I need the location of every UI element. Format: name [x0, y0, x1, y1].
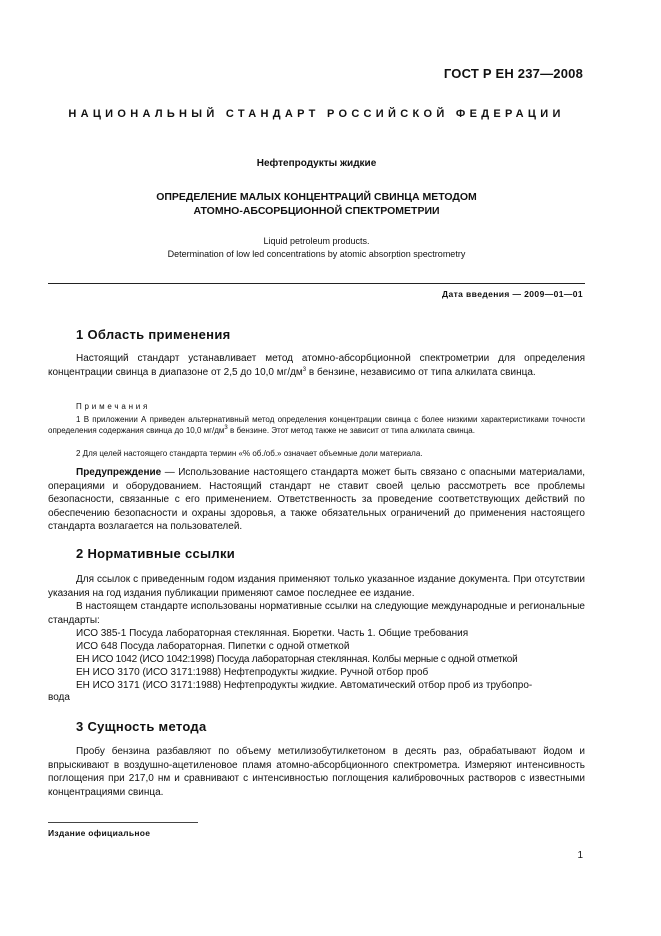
- reference-item: ИСО 648 Посуда лабораторная. Пипетки с одной отметкой: [76, 641, 350, 652]
- document-title: [48, 190, 585, 218]
- section-1-heading: 1 Область применения: [76, 327, 231, 342]
- note-1: [48, 414, 585, 436]
- document-code: ГОСТ Р ЕН 237—2008: [443, 66, 583, 81]
- section-2-paragraph-1-text: Для ссылок с приведенным годом издания применяют только указанное издание документа. При отсутствии указания на год издания публикации применяют самое последнее ее издание.: [48, 574, 585, 599]
- english-title-line-2: Determination of low led concentrations by atomic absorption spectrometry: [167, 249, 466, 259]
- section-3-heading: 3 Сущность метода: [76, 719, 207, 734]
- reference-item: ЕН ИСО 3171 (ИСО 3171:1988) Нефтепродукты жидкие. Автоматический отбор проб из трубопро-: [76, 680, 533, 691]
- superscript: 3: [302, 366, 307, 373]
- section-1-paragraph-text: Настоящий стандарт устанавливает метод атомно-абсорбционной спектрометрии для определения концентрации свинца в диапазоне от 2,5 до 10,0 мг/дм: [48, 353, 585, 378]
- introduction-date: Дата введения — 2009—01—01: [442, 289, 583, 299]
- superscript: 3: [224, 425, 228, 432]
- title-divider: [48, 283, 585, 284]
- title-line-2: АТОМНО-АБСОРБЦИОННОЙ СПЕКТРОМЕТРИИ: [193, 205, 440, 217]
- national-standard-banner: НАЦИОНАЛЬНЫЙ СТАНДАРТ РОССИЙСКОЙ ФЕДЕРАЦИИ: [68, 108, 565, 120]
- english-title: [48, 235, 585, 261]
- reference-item: ЕН ИСО 3170 (ИСО 3171:1988) Нефтепродукты жидкие. Ручной отбор проб: [76, 667, 429, 678]
- section-2-heading: 2 Нормативные ссылки: [76, 546, 236, 561]
- section-3-paragraph-text: Пробу бензина разбавляют по объему метилизобутилкетоном в десять раз, обрабатывают йодом и впрыскивают в воздушно-ацетиленовое пламя атомно-абсорбционного спектрометра. Измеряют интенсивность поглощения при 217,0 нм и сравнивают с интенсивностью поглощения калибровочных растворов с известными концентрациями свинца.: [48, 746, 585, 798]
- notes-heading: Примечания: [76, 402, 151, 411]
- note-2-text: 2 Для целей настоящего стандарта термин «% об./об.» означает объемные доли материала.: [76, 449, 423, 458]
- reference-item-continuation: вода: [48, 692, 70, 703]
- footer-divider: [48, 822, 198, 823]
- note-1-text-end: в бензине. Этот метод также не зависит от типа алкилата свинца.: [227, 426, 475, 436]
- warning-text: — Использование настоящего стандарта может быть связано с опасными материалами, операциями и оборудованием. Настоящий стандарт не ставит своей целью рассмотреть все проблемы безопасности, связанные с его применением. Ответственность за проведение соответствующих действий по обеспечению безопасности и охраны здоровья, а также обязательных ограничений до применения настоящего стандарта возлагается на пользователей.: [48, 467, 585, 533]
- section-1-paragraph-text-end: в бензине, независимо от типа алкилата свинца.: [306, 366, 536, 378]
- title-line-1: ОПРЕДЕЛЕНИЕ МАЛЫХ КОНЦЕНТРАЦИЙ СВИНЦА МЕТОДОМ: [156, 191, 477, 203]
- section-1-paragraph: [48, 352, 585, 379]
- official-edition-label: Издание официальное: [48, 828, 151, 838]
- section-2-paragraph-2: [48, 600, 585, 627]
- warning-label: Предупреждение: [76, 467, 162, 478]
- page-number: 1: [577, 850, 583, 861]
- section-2-paragraph-1: [48, 573, 585, 600]
- section-2-paragraph-2-text: В настоящем стандарте использованы нормативные ссылки на следующие международные и региональные стандарты:: [48, 601, 585, 626]
- note-2: [48, 448, 585, 459]
- section-3-paragraph: [48, 745, 585, 799]
- reference-item: ЕН ИСО 1042 (ИСО 1042:1998) Посуда лабораторная стеклянная. Колбы мерные с одной отметкой: [76, 654, 518, 665]
- reference-item: ИСО 385-1 Посуда лабораторная стеклянная. Бюретки. Часть 1. Общие требования: [76, 628, 469, 639]
- english-title-line-1: Liquid petroleum products.: [263, 236, 370, 246]
- document-subtitle: Нефтепродукты жидкие: [256, 158, 377, 169]
- warning-paragraph: [48, 466, 585, 534]
- note-1-text: 1 В приложении А приведен альтернативный метод определения концентрации свинца с более низкими характеристиками точности определения содержания свинца до 10,0 мг/дм: [48, 415, 585, 436]
